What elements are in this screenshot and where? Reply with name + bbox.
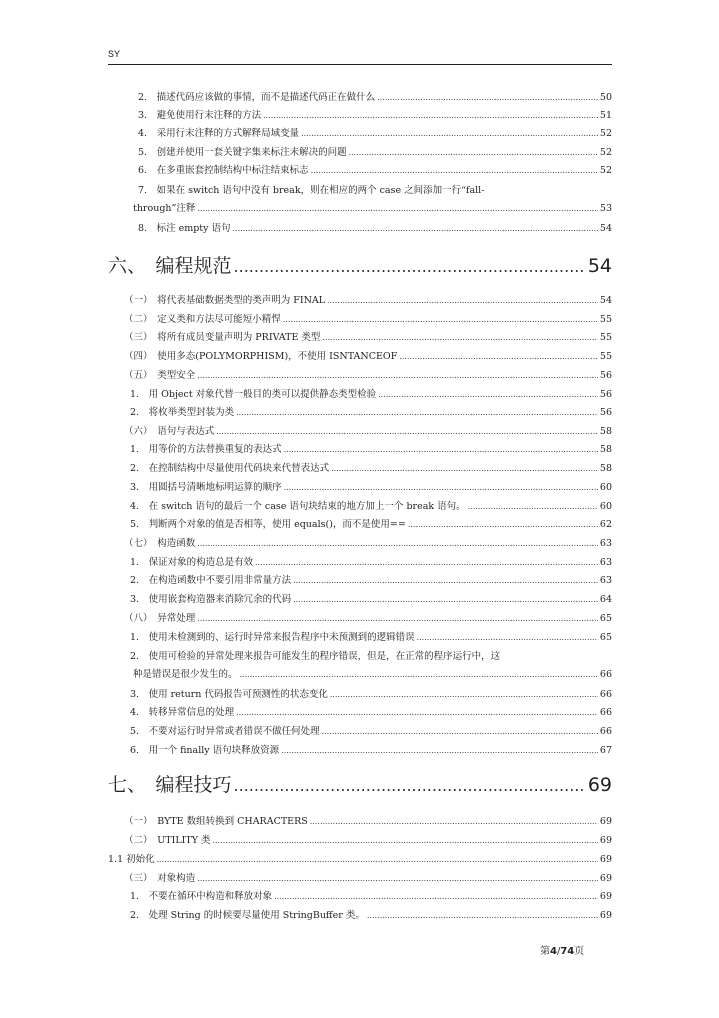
toc-page-number: 66 [599, 707, 612, 718]
dot-leader [322, 331, 597, 345]
toc-entry[interactable] [130, 725, 612, 739]
toc-entry-title[interactable]: 2. 使用可检验的异常处理来报告可能发生的程序错误，但是，在正常的程序运行中，这 [130, 651, 501, 662]
dot-leader [310, 815, 598, 829]
toc-page-number: 63 [599, 538, 612, 549]
toc-entry-title: 5. 判断两个对象的值是否相等，使用 equals()，而不是使用== [130, 519, 406, 530]
toc-page-number: 67 [599, 745, 612, 756]
toc-page-number: 64 [599, 594, 612, 605]
toc-entry[interactable] [130, 706, 612, 720]
toc-entry[interactable] [138, 164, 612, 178]
toc-entry[interactable] [130, 890, 612, 904]
toc-entry-title: 1.1 初始化 [108, 854, 155, 865]
toc-entry[interactable] [124, 331, 612, 345]
toc-entry[interactable] [124, 872, 612, 886]
toc-entry-title: 3. 使用 return 代码报告可预测性的状态变化 [130, 689, 328, 700]
toc-entry[interactable] [138, 222, 612, 236]
toc-entry-title: 5. 创建并使用一套关键字集来标注未解决的问题 [138, 147, 347, 158]
toc-entry-title: 6. 在多重嵌套控制结构中标注结束标志 [138, 165, 309, 176]
toc-entry[interactable] [130, 909, 612, 923]
toc-entry-title-continued: through”注释 [133, 203, 196, 214]
toc-entry[interactable] [130, 388, 612, 402]
toc-entry-title: 6. 用一个 finally 语句块释放资源 [130, 745, 280, 756]
toc-entry-title: 2. 在构造函数中不要引用非常量方法 [130, 575, 292, 586]
toc-entry-title: 8. 标注 empty 语句 [138, 223, 231, 234]
toc-page-number: 56 [599, 389, 612, 400]
dot-leader [367, 909, 598, 923]
toc-entry-title: （六） 语句与表达式 [124, 426, 215, 437]
toc-entry[interactable] [124, 425, 612, 439]
toc-page-number: 69 [587, 774, 612, 796]
toc-entry[interactable] [133, 668, 612, 682]
toc-page-number: 52 [599, 147, 612, 158]
toc-entry[interactable] [108, 853, 612, 867]
toc-page-number: 54 [587, 255, 612, 277]
toc-entry-title: （四） 使用多态(POLYMORPHISM)，不使用 ISNTANCEOF [124, 351, 398, 362]
toc-page-number: 69 [599, 854, 612, 865]
toc-entry-title: （七） 构造函数 [124, 538, 196, 549]
toc-entry[interactable] [124, 294, 612, 308]
running-header: SY [108, 50, 121, 61]
dot-leader [399, 350, 598, 364]
toc-entry[interactable] [138, 146, 612, 160]
toc-page-number: 66 [599, 669, 612, 680]
toc-entry[interactable] [130, 481, 612, 495]
dot-leader [284, 443, 598, 457]
dot-leader [281, 744, 598, 758]
dot-leader [197, 537, 598, 551]
dot-leader [330, 688, 598, 702]
toc-page-number: 56 [599, 407, 612, 418]
dot-leader [301, 127, 598, 141]
toc-page-number: 66 [599, 689, 612, 700]
toc-entry[interactable] [130, 556, 612, 570]
toc-entry-title: 2. 描述代码应该做的事情，而不是描述代码正在做什么 [138, 92, 376, 103]
toc-entry-title: 4. 在 switch 语句的最后一个 case 语句块结束的地方加上一个 break 语句。 [130, 501, 466, 512]
toc-entry-title: （三） 对象构造 [124, 873, 196, 884]
toc-entry-title: 3. 避免使用行末注释的方法 [138, 110, 262, 121]
dot-leader [417, 631, 598, 645]
toc-page-number: 55 [599, 332, 612, 343]
toc-entry[interactable] [130, 500, 612, 514]
dot-leader [408, 518, 598, 532]
toc-entry[interactable] [130, 518, 612, 532]
toc-entry[interactable] [124, 313, 612, 327]
toc-page-number: 62 [599, 519, 612, 530]
dot-leader [197, 202, 598, 216]
toc-page-number: 56 [599, 370, 612, 381]
toc-entry-title: （五） 类型安全 [124, 370, 196, 381]
dot-leader [240, 668, 598, 682]
toc-entry-title: 七、 编程技巧 [108, 774, 232, 796]
toc-entry-title: （一） 将代表基础数据类型的类声明为 FINAL [124, 295, 326, 306]
toc-entry-title: 5. 不要对运行时异常或者错误不做任何处理 [130, 726, 320, 737]
toc-page-number: 55 [599, 351, 612, 362]
toc-entry[interactable] [138, 91, 612, 105]
toc-page-number: 65 [599, 632, 612, 643]
toc-page-number: 66 [599, 726, 612, 737]
dot-leader [293, 593, 598, 607]
toc-entry-title: 六、 编程规范 [108, 255, 232, 277]
toc-entry[interactable] [130, 631, 612, 645]
toc-entry[interactable] [130, 574, 612, 588]
dot-leader [327, 294, 598, 308]
toc-entry[interactable] [124, 369, 612, 383]
toc-page-number: 51 [599, 110, 612, 121]
toc-entry-title: （二） 定义类和方法尽可能短小精悍 [124, 314, 281, 325]
toc-entry-title: 1. 保证对象的构造总是有效 [130, 557, 254, 568]
page-number: 第4/74页 [540, 946, 585, 957]
dot-leader [349, 146, 598, 160]
dot-leader [263, 109, 598, 123]
toc-page-number: 69 [599, 891, 612, 902]
toc-entry-title: （八） 异常处理 [124, 613, 196, 624]
toc-entry[interactable] [124, 350, 612, 364]
dot-leader [377, 91, 598, 105]
toc-entry[interactable] [138, 109, 612, 123]
toc-entry[interactable] [124, 815, 612, 829]
dot-leader [213, 834, 598, 848]
toc-page-number: 69 [599, 910, 612, 921]
dot-leader [197, 369, 598, 383]
toc-entry-title: 1. 使用未检测到的、运行时异常来报告程序中未预测到的逻辑错误 [130, 632, 415, 643]
toc-entry-title: 1. 用 Object 对象代替一般目的类可以提供静态类型检验 [130, 389, 377, 400]
dot-leader [197, 612, 598, 626]
toc-page-number: 63 [599, 575, 612, 586]
dot-leader [197, 872, 598, 886]
dot-leader [311, 164, 598, 178]
toc-page-number: 69 [599, 873, 612, 884]
toc-entry-title[interactable]: 7. 如果在 switch 语句中没有 break，则在相应的两个 case 之间添加一行“fall- [138, 185, 485, 196]
dot-leader [322, 725, 598, 739]
toc-entry[interactable] [124, 834, 612, 848]
toc-entry[interactable] [108, 253, 612, 279]
toc-entry-title: （二） UTILITY 类 [124, 835, 211, 846]
toc-entry-title: 3. 使用嵌套构造器来消除冗余的代码 [130, 594, 292, 605]
toc-entry[interactable] [130, 593, 612, 607]
dot-leader [233, 222, 598, 236]
dot-leader [236, 706, 598, 720]
toc-page-number: 63 [599, 557, 612, 568]
dot-leader [283, 313, 598, 327]
toc-entry[interactable] [130, 443, 612, 457]
toc-entry[interactable] [133, 202, 612, 216]
toc-entry-title: 3. 用圆括号清晰地标明运算的顺序 [130, 482, 282, 493]
toc-entry-title: 1. 不要在循环中构造和释放对象 [130, 891, 273, 902]
toc-entry[interactable] [124, 612, 612, 626]
toc-page-number: 65 [599, 613, 612, 624]
toc-page-number: 53 [599, 203, 612, 214]
toc-entry-title: 4. 转移异常信息的处理 [130, 707, 235, 718]
toc-page-number: 69 [599, 835, 612, 846]
toc-page-number: 69 [599, 816, 612, 827]
toc-entry[interactable] [130, 462, 612, 476]
toc-entry-title: 2. 处理 String 的时候要尽量使用 StringBuffer 类。 [130, 910, 365, 921]
dot-leader [331, 462, 598, 476]
dot-leader [284, 481, 598, 495]
toc-entry-title: 1. 用等价的方法替换重复的表达式 [130, 444, 282, 455]
toc-entry-title: 2. 在控制结构中尽量使用代码块来代替表达式 [130, 463, 330, 474]
toc-entry-title: 2. 将枚举类型封装为类 [130, 407, 235, 418]
toc-entry[interactable] [130, 688, 612, 702]
toc-page-number: 58 [599, 444, 612, 455]
toc-entry[interactable] [138, 127, 612, 141]
toc-page-number: 50 [599, 92, 612, 103]
dot-leader [468, 500, 598, 514]
dot-leader [255, 556, 598, 570]
toc-page-number: 60 [599, 482, 612, 493]
toc-entry[interactable] [108, 772, 612, 798]
toc-page-number: 58 [599, 426, 612, 437]
toc-entry[interactable] [124, 537, 612, 551]
toc-page-number: 52 [599, 165, 612, 176]
toc-page-number: 55 [599, 314, 612, 325]
toc-entry-title-continued: 种是错误是很少发生的。 [133, 669, 238, 680]
toc-entry-title: （三） 将所有成员变量声明为 PRIVATE 类型 [124, 332, 321, 343]
dot-leader [274, 890, 598, 904]
dot-leader [234, 254, 586, 280]
toc-page-number: 58 [599, 463, 612, 474]
dot-leader [293, 574, 598, 588]
toc-page-number: 54 [599, 295, 612, 306]
toc-entry-title: 4. 采用行末注释的方式解释局域变量 [138, 128, 300, 139]
dot-leader [234, 773, 586, 799]
toc-page-number: 60 [599, 501, 612, 512]
dot-leader [157, 853, 598, 867]
toc-entry[interactable] [130, 406, 612, 420]
toc-page-number: 52 [599, 128, 612, 139]
dot-leader [378, 388, 598, 402]
toc-page-number: 54 [599, 223, 612, 234]
toc-entry[interactable] [130, 744, 612, 758]
dot-leader [236, 406, 598, 420]
dot-leader [216, 425, 598, 439]
toc-entry-title: （一） BYTE 数组转换到 CHARACTERS [124, 816, 308, 827]
